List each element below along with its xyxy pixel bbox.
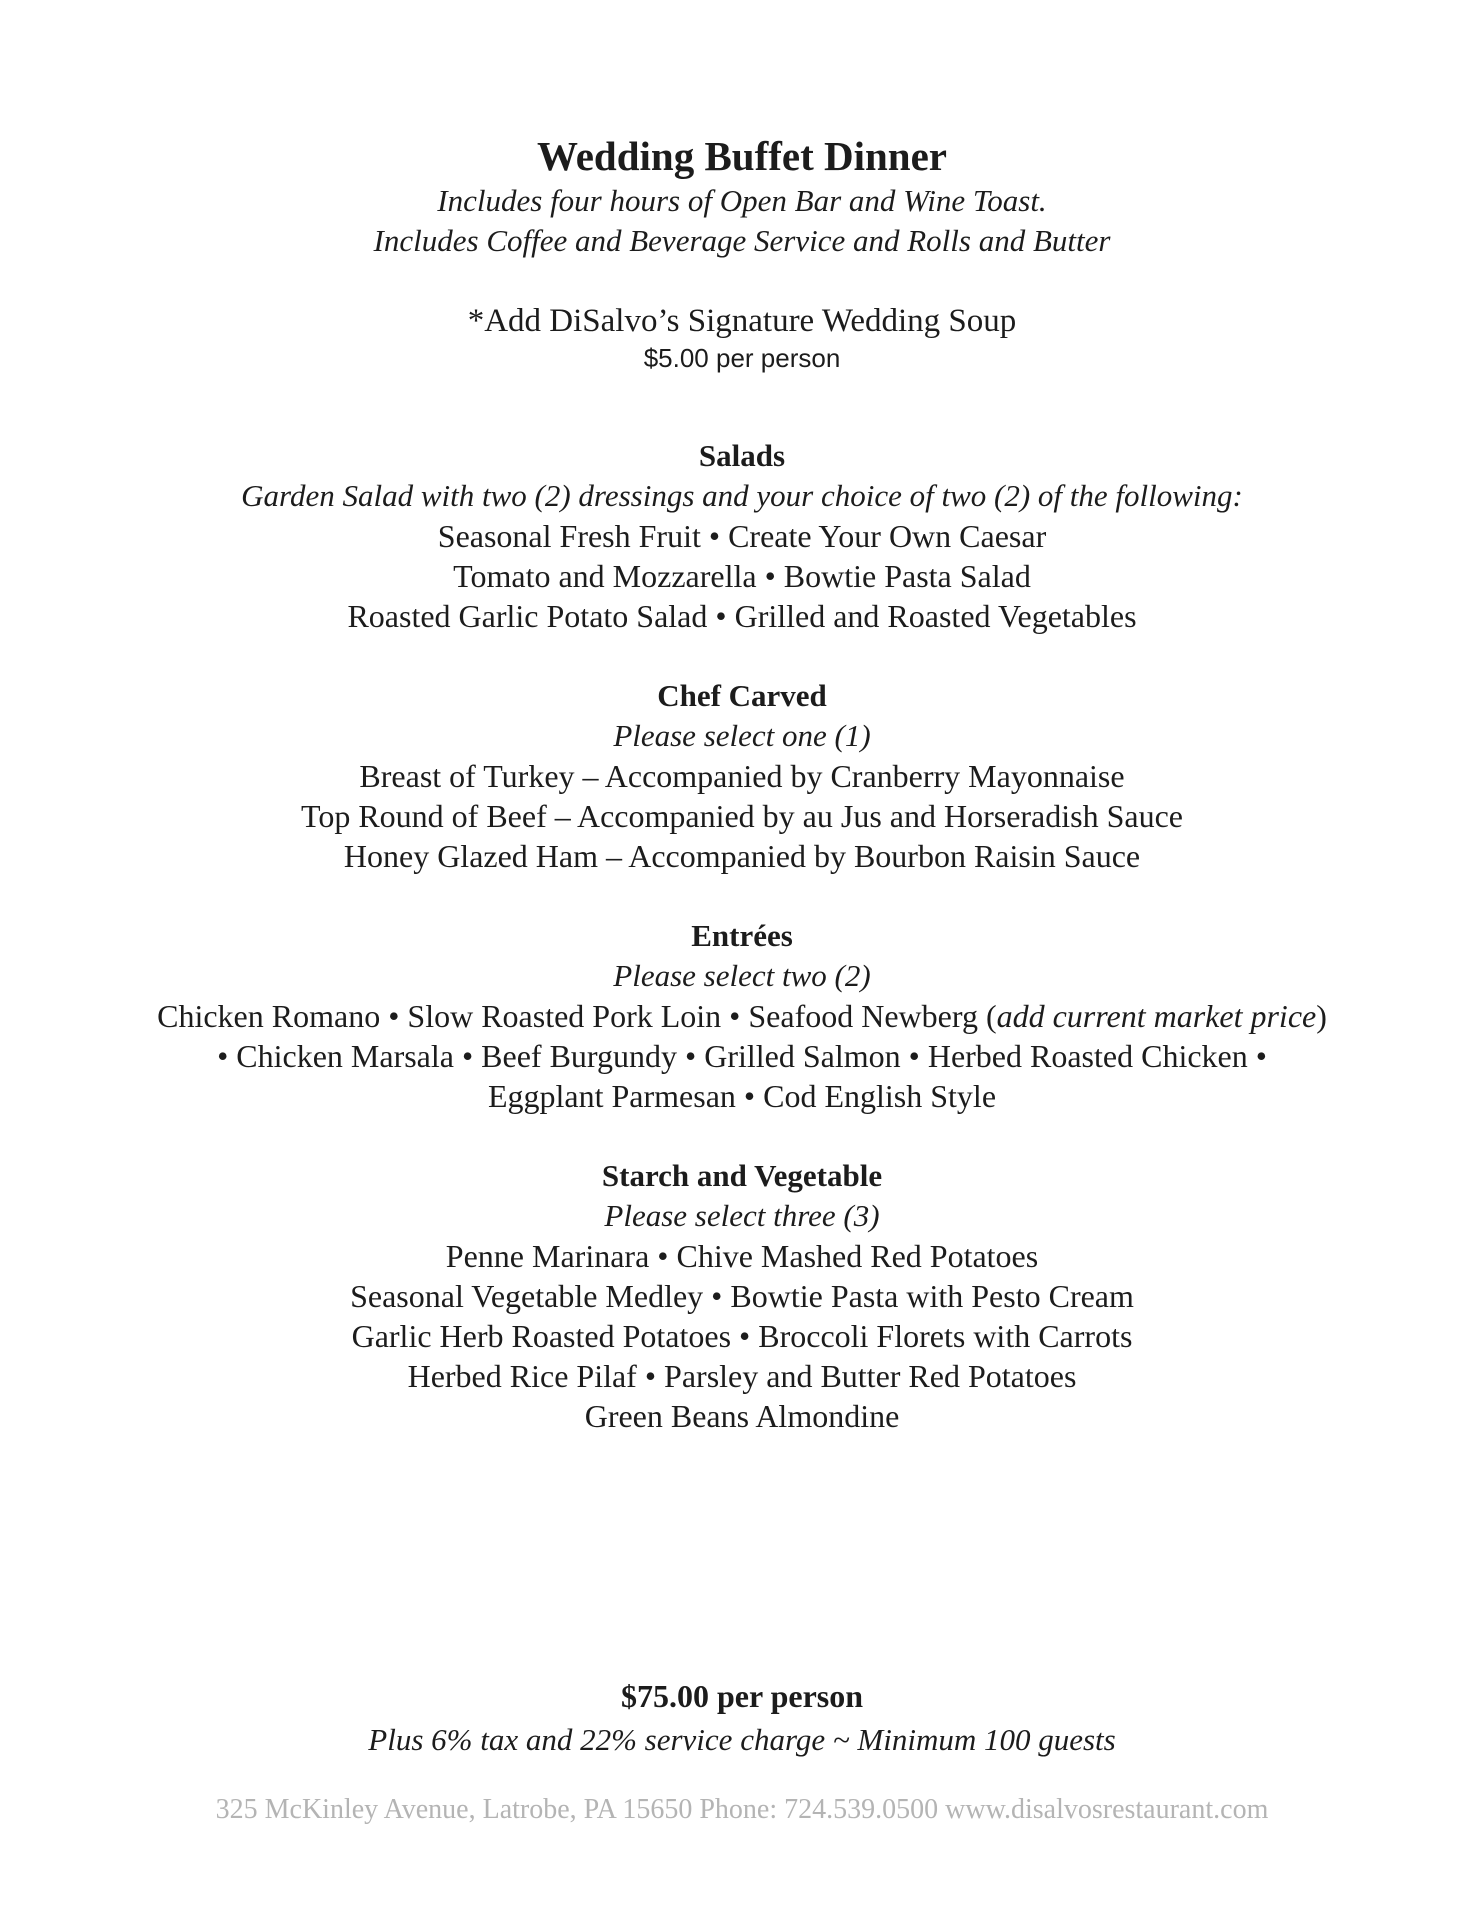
market-price-note: add current market price [996,998,1317,1034]
price-terms: Plus 6% tax and 22% service charge ~ Minimum 100 guests [368,1722,1116,1757]
menu-line: Roasted Garlic Potato Salad • Grilled and Roasted Vegetables [347,598,1137,634]
section-note: Please select one (1) [613,718,871,753]
menu-line: • Chicken Marsala • Beef Burgundy • Grilled Salmon • Herbed Roasted Chicken • [217,1038,1267,1074]
menu-line: Honey Glazed Ham – Accompanied by Bourbon Raisin Sauce [343,838,1141,874]
entree-items-text: Chicken Romano • Slow Roasted Pork Loin • Seafood Newberg ( [157,998,997,1034]
menu-line: Penne Marinara • Chive Mashed Red Potatoes [445,1238,1039,1274]
price-per-person: $75.00 per person [620,1678,864,1714]
close-paren: ) [1316,998,1327,1034]
section-title: Chef Carved [657,678,827,713]
section-title: Salads [698,438,786,473]
section-title: Starch and Vegetable [601,1158,883,1193]
subtitle-beverage-service: Includes Coffee and Beverage Service and Rolls and Butter [373,223,1111,258]
menu-line [0,996,1484,1036]
menu-line: Seasonal Vegetable Medley • Bowtie Pasta with Pesto Cream [350,1278,1134,1314]
menu-line: Tomato and Mozzarella • Bowtie Pasta Salad [453,558,1031,594]
section-title: Entrées [691,918,793,953]
addon-soup-price: $5.00 per person [643,343,841,373]
menu-line: Seasonal Fresh Fruit • Create Your Own Caesar [437,518,1047,554]
menu-line: Green Beans Almondine [584,1398,900,1434]
page-title: Wedding Buffet Dinner [536,133,948,179]
section-note: Please select three (3) [604,1198,880,1233]
menu-line: Breast of Turkey – Accompanied by Cranberry Mayonnaise [359,758,1125,794]
footer-contact: 325 McKinley Avenue, Latrobe, PA 15650 Phone: 724.539.0500 www.disalvosrestaurant.com [215,1794,1269,1825]
section-note: Please select two (2) [613,958,871,993]
addon-soup-label: *Add DiSalvo’s Signature Wedding Soup [467,303,1017,339]
menu-line: Herbed Rice Pilaf • Parsley and Butter Red Potatoes [407,1358,1077,1394]
menu-line: Top Round of Beef – Accompanied by au Jus and Horseradish Sauce [301,798,1183,834]
section-note: Garden Salad with two (2) dressings and your choice of two (2) of the following: [241,478,1243,513]
menu-line: Garlic Herb Roasted Potatoes • Broccoli Florets with Carrots [351,1318,1133,1354]
menu-line: Eggplant Parmesan • Cod English Style [487,1078,997,1114]
subtitle-open-bar: Includes four hours of Open Bar and Wine Toast. [437,183,1047,218]
